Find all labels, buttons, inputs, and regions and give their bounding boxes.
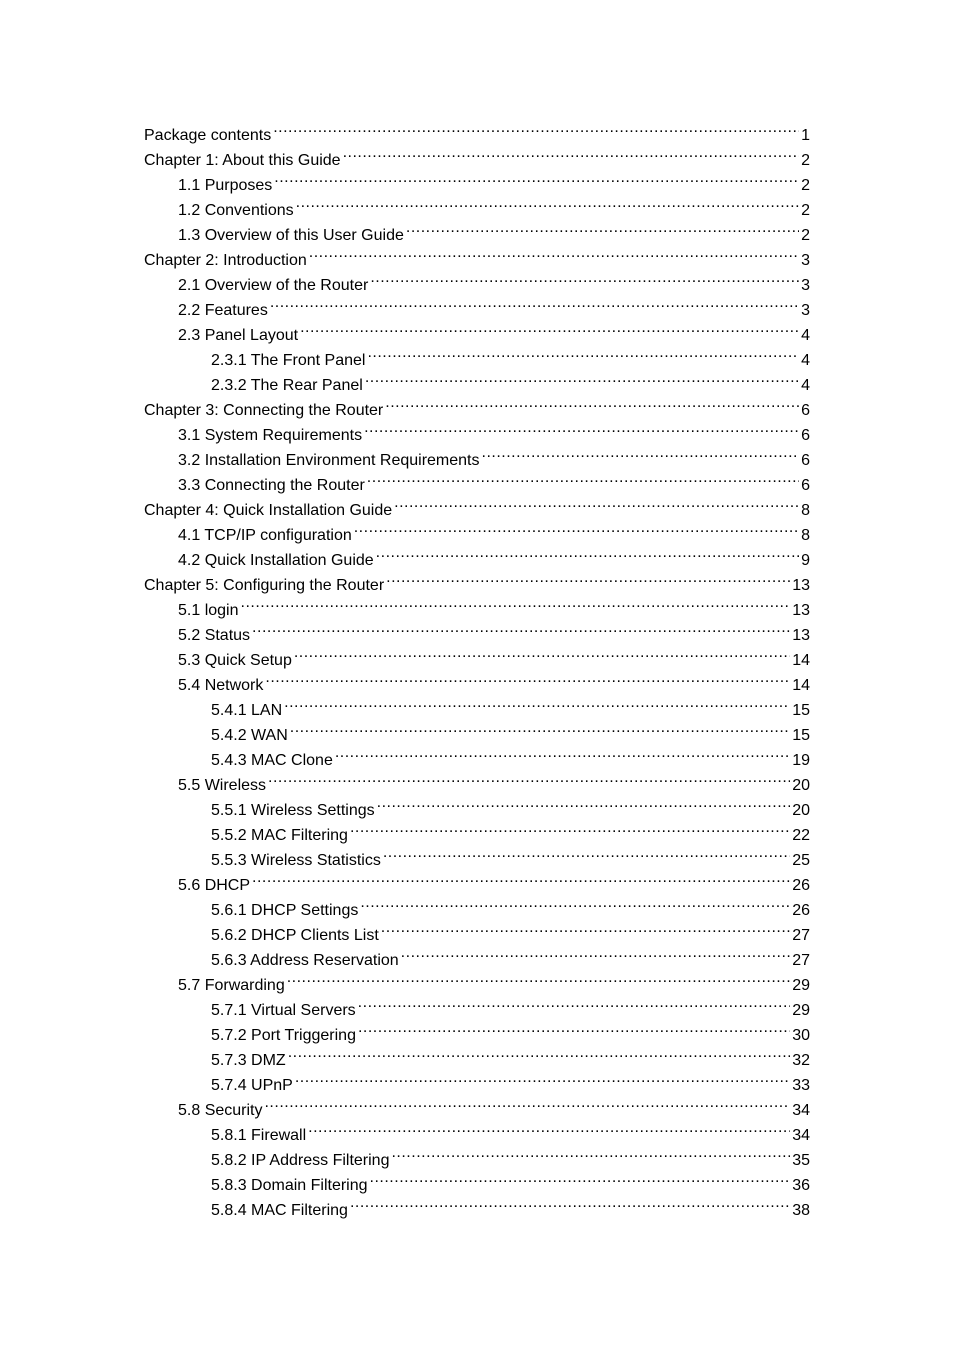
toc-dot-leader bbox=[268, 765, 790, 790]
toc-entry-title: 2.3 Panel Layout bbox=[178, 327, 299, 344]
toc-entry-title: Chapter 4: Quick Installation Guide bbox=[144, 502, 393, 519]
toc-entry-page-number: 26 bbox=[792, 877, 810, 894]
toc-entry-page-number: 4 bbox=[801, 352, 810, 369]
toc-dot-leader bbox=[264, 1090, 790, 1115]
toc-dot-leader bbox=[290, 715, 790, 740]
toc-dot-leader bbox=[406, 215, 799, 240]
toc-entry-title: 1.3 Overview of this User Guide bbox=[178, 227, 404, 244]
toc-dot-leader bbox=[300, 315, 799, 340]
toc-entry-page-number: 38 bbox=[792, 1202, 810, 1219]
toc-dot-leader bbox=[354, 515, 799, 540]
toc-dot-leader bbox=[350, 1190, 790, 1215]
toc-entry-title: 1.1 Purposes bbox=[178, 177, 273, 194]
toc-entry-page-number: 34 bbox=[792, 1102, 810, 1119]
toc-entry-title: Chapter 2: Introduction bbox=[144, 252, 307, 269]
toc-dot-leader bbox=[309, 240, 799, 265]
toc-dot-leader bbox=[381, 915, 790, 940]
toc-entry-title: Chapter 3: Connecting the Router bbox=[144, 402, 384, 419]
toc-entry-page-number: 6 bbox=[801, 477, 810, 494]
toc-entry-page-number: 30 bbox=[792, 1027, 810, 1044]
toc-entry-page-number: 6 bbox=[801, 427, 810, 444]
toc-dot-leader bbox=[288, 1040, 791, 1065]
toc-entry-page-number: 22 bbox=[792, 827, 810, 844]
toc-entry-page-number: 15 bbox=[792, 727, 810, 744]
toc-entry-page-number: 2 bbox=[801, 227, 810, 244]
toc-dot-leader bbox=[394, 490, 799, 515]
toc-entry-page-number: 4 bbox=[801, 377, 810, 394]
toc-entry-page-number: 13 bbox=[792, 602, 810, 619]
toc-dot-leader bbox=[401, 940, 791, 965]
toc-dot-leader bbox=[295, 1065, 790, 1090]
toc-entry-title: 5.8.3 Domain Filtering bbox=[211, 1177, 368, 1194]
toc-entry-title: 5.5.2 MAC Filtering bbox=[211, 827, 348, 844]
toc-entry-title: 2.2 Features bbox=[178, 302, 268, 319]
toc-entry-title: 5.6.3 Address Reservation bbox=[211, 952, 399, 969]
toc-dot-leader bbox=[265, 665, 790, 690]
toc-dot-leader bbox=[252, 615, 790, 640]
toc-entry-title: Chapter 5: Configuring the Router bbox=[144, 577, 385, 594]
toc-entry-page-number: 13 bbox=[792, 627, 810, 644]
toc-dot-leader bbox=[383, 840, 790, 865]
toc-entry-title: 5.5.1 Wireless Settings bbox=[211, 802, 375, 819]
toc-entry-page-number: 6 bbox=[801, 452, 810, 469]
toc-dot-leader bbox=[335, 740, 790, 765]
toc-entry-title: 5.5 Wireless bbox=[178, 777, 267, 794]
toc-entry-page-number: 34 bbox=[792, 1127, 810, 1144]
toc-entry-page-number: 27 bbox=[792, 952, 810, 969]
toc-entry-title: 2.1 Overview of the Router bbox=[178, 277, 369, 294]
toc-entry-page-number: 2 bbox=[801, 152, 810, 169]
toc-entry-title: 4.1 TCP/IP configuration bbox=[178, 527, 352, 544]
toc-entry-page-number: 1 bbox=[801, 127, 810, 144]
toc-entry-title: 5.4.1 LAN bbox=[211, 702, 283, 719]
toc-dot-leader bbox=[296, 190, 799, 215]
toc-dot-leader bbox=[358, 1015, 790, 1040]
toc-entry-page-number: 15 bbox=[792, 702, 810, 719]
toc-dot-leader bbox=[367, 340, 799, 365]
toc-dot-leader bbox=[273, 115, 799, 140]
toc-entry-page-number: 32 bbox=[792, 1052, 810, 1069]
toc-entry-title: 5.1 login bbox=[178, 602, 239, 619]
toc-entry-page-number: 8 bbox=[801, 502, 810, 519]
toc-dot-leader bbox=[364, 415, 799, 440]
toc-entry-page-number: 14 bbox=[792, 652, 810, 669]
toc-entry-page-number: 3 bbox=[801, 302, 810, 319]
toc-dot-leader bbox=[386, 565, 790, 590]
toc-dot-leader bbox=[482, 440, 800, 465]
toc-entry-title: 2.3.2 The Rear Panel bbox=[211, 377, 363, 394]
toc-entry[interactable] bbox=[144, 590, 810, 619]
toc-dot-leader bbox=[385, 390, 799, 415]
toc-entry-title: 5.7.4 UPnP bbox=[211, 1077, 293, 1094]
toc-dot-leader bbox=[343, 140, 800, 165]
toc-entry-title: 5.3 Quick Setup bbox=[178, 652, 292, 669]
toc-dot-leader bbox=[274, 165, 799, 190]
toc-entry-title: 4.2 Quick Installation Guide bbox=[178, 552, 374, 569]
toc-entry-page-number: 3 bbox=[801, 252, 810, 269]
toc-entry-page-number: 27 bbox=[792, 927, 810, 944]
toc-dot-leader bbox=[367, 465, 799, 490]
toc-dot-leader bbox=[284, 690, 790, 715]
toc-entry-title: 5.7.3 DMZ bbox=[211, 1052, 286, 1069]
toc-dot-leader bbox=[308, 1115, 790, 1140]
toc-entry-title: 1.2 Conventions bbox=[178, 202, 294, 219]
toc-entry-page-number: 20 bbox=[792, 777, 810, 794]
toc-entry-page-number: 26 bbox=[792, 902, 810, 919]
toc-entry-title: 5.7.2 Port Triggering bbox=[211, 1027, 356, 1044]
toc-entry-title: 5.6.1 DHCP Settings bbox=[211, 902, 359, 919]
toc-entry-title: Chapter 1: About this Guide bbox=[144, 152, 341, 169]
toc-entry-title: 5.6.2 DHCP Clients List bbox=[211, 927, 379, 944]
toc-dot-leader bbox=[270, 290, 799, 315]
toc-entry-title: 3.2 Installation Environment Requirements bbox=[178, 452, 480, 469]
toc-entry-page-number: 14 bbox=[792, 677, 810, 694]
toc-entry-page-number: 6 bbox=[801, 402, 810, 419]
toc-entry-page-number: 36 bbox=[792, 1177, 810, 1194]
toc-entry-title: 5.4.2 WAN bbox=[211, 727, 288, 744]
toc-entry-title: 5.7 Forwarding bbox=[178, 977, 285, 994]
toc-entry-title: 5.7.1 Virtual Servers bbox=[211, 1002, 356, 1019]
toc-entry-page-number: 8 bbox=[801, 527, 810, 544]
toc-entry-title: 5.8.2 IP Address Filtering bbox=[211, 1152, 390, 1169]
toc-entry[interactable] bbox=[144, 615, 810, 644]
table-of-contents bbox=[144, 115, 810, 1219]
toc-entry-page-number: 35 bbox=[792, 1152, 810, 1169]
toc-entry[interactable] bbox=[144, 115, 810, 144]
toc-entry-title: 5.8.1 Firewall bbox=[211, 1127, 307, 1144]
toc-entry-page-number: 33 bbox=[792, 1077, 810, 1094]
toc-entry-page-number: 25 bbox=[792, 852, 810, 869]
toc-dot-leader bbox=[287, 965, 790, 990]
toc-dot-leader bbox=[377, 790, 791, 815]
toc-dot-leader bbox=[365, 365, 799, 390]
toc-entry-page-number: 29 bbox=[792, 1002, 810, 1019]
toc-dot-leader bbox=[252, 865, 790, 890]
toc-dot-leader bbox=[391, 1140, 790, 1165]
toc-entry-page-number: 3 bbox=[801, 277, 810, 294]
toc-entry-page-number: 19 bbox=[792, 752, 810, 769]
toc-entry-page-number: 29 bbox=[792, 977, 810, 994]
toc-entry-page-number: 13 bbox=[792, 577, 810, 594]
toc-entry-title: 3.3 Connecting the Router bbox=[178, 477, 365, 494]
toc-entry-title: 5.8 Security bbox=[178, 1102, 263, 1119]
toc-entry-page-number: 9 bbox=[801, 552, 810, 569]
toc-entry-title: 5.5.3 Wireless Statistics bbox=[211, 852, 381, 869]
toc-entry-page-number: 20 bbox=[792, 802, 810, 819]
toc-entry-page-number: 4 bbox=[801, 327, 810, 344]
toc-dot-leader bbox=[241, 590, 791, 615]
toc-dot-leader bbox=[350, 815, 790, 840]
toc-dot-leader bbox=[358, 990, 791, 1015]
toc-entry-title: 5.6 DHCP bbox=[178, 877, 251, 894]
toc-dot-leader bbox=[294, 640, 790, 665]
toc-entry-title: Package contents bbox=[144, 127, 272, 144]
toc-dot-leader bbox=[376, 540, 799, 565]
toc-entry-title: 2.3.1 The Front Panel bbox=[211, 352, 366, 369]
toc-dot-leader bbox=[360, 890, 790, 915]
toc-dot-leader bbox=[370, 265, 799, 290]
toc-entry-title: 5.8.4 MAC Filtering bbox=[211, 1202, 348, 1219]
toc-entry-page-number: 2 bbox=[801, 202, 810, 219]
toc-entry-page-number: 2 bbox=[801, 177, 810, 194]
toc-entry-title: 3.1 System Requirements bbox=[178, 427, 363, 444]
toc-dot-leader bbox=[370, 1165, 791, 1190]
toc-entry-title: 5.4 Network bbox=[178, 677, 264, 694]
toc-entry-title: 5.2 Status bbox=[178, 627, 251, 644]
toc-entry-title: 5.4.3 MAC Clone bbox=[211, 752, 333, 769]
